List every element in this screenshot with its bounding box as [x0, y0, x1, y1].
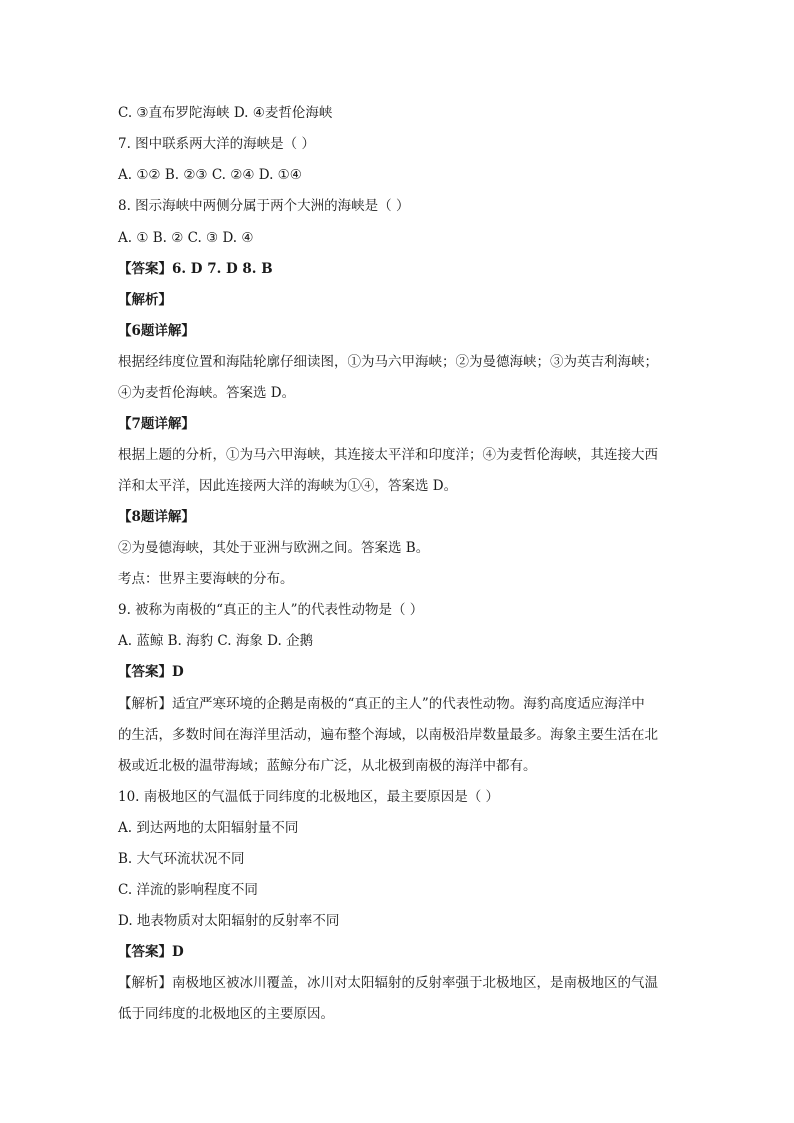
- q6-detail-text-1: 根据经纬度位置和海陆轮廓仔细读图，①为马六甲海峡；②为曼德海峡；③为英吉利海峡；: [118, 354, 658, 370]
- q7-detail-heading: 【7题详解】: [118, 416, 195, 432]
- q10-option-d: D. 地表物质对太阳辐射的反射率不同: [118, 913, 340, 929]
- q7-question: 7. 图中联系两大洋的海峡是（ ）: [118, 136, 315, 152]
- q9-analysis-1: 【解析】适宜严寒环境的企鹅是南极的“真正的主人”的代表性动物。海豹高度适应海洋中: [118, 696, 645, 712]
- q10-answer: 【答案】D: [118, 944, 184, 960]
- q6-detail-text-2: ④为麦哲伦海峡。答案选 D。: [118, 385, 296, 401]
- q10-option-b: B. 大气环流状况不同: [118, 851, 245, 867]
- knowledge-point: 考点：世界主要海峡的分布。: [118, 571, 294, 587]
- q7-detail-text-1: 根据上题的分析，①为马六甲海峡，其连接太平洋和印度洋；④为麦哲伦海峡，其连接大西: [118, 447, 658, 463]
- q6-option-cd: C. ③直布罗陀海峡 D. ④麦哲伦海峡: [118, 105, 333, 121]
- q8-question: 8. 图示海峡中两侧分属于两个大洲的海峡是（ ）: [118, 198, 410, 214]
- q9-answer: 【答案】D: [118, 664, 184, 680]
- q9-question: 9. 被称为南极的“真正的主人”的代表性动物是（ ）: [118, 602, 424, 618]
- q10-question: 10. 南极地区的气温低于同纬度的北极地区，最主要原因是（ ）: [118, 789, 500, 805]
- q9-options: A. 蓝鲸 B. 海豹 C. 海象 D. 企鹅: [118, 633, 314, 649]
- q6-detail-heading: 【6题详解】: [118, 323, 195, 339]
- q7-detail-text-2: 洋和太平洋，因此连接两大洋的海峡为①④，答案选 D。: [118, 478, 458, 494]
- q8-detail-text: ②为曼德海峡，其处于亚洲与欧洲之间。答案选 B。: [118, 540, 430, 556]
- q10-analysis-2: 低于同纬度的北极地区的主要原因。: [118, 1006, 334, 1022]
- answer-6-8: 【答案】6. D 7. D 8. B: [118, 261, 273, 277]
- q9-analysis-2: 的生活，多数时间在海洋里活动，遍布整个海域，以南极沿岸数量最多。海象主要生活在北: [118, 727, 658, 743]
- q10-option-c: C. 洋流的影响程度不同: [118, 882, 258, 898]
- q8-detail-heading: 【8题详解】: [118, 509, 195, 525]
- q10-option-a: A. 到达两地的太阳辐射量不同: [118, 820, 299, 836]
- q10-analysis-1: 【解析】南极地区被冰川覆盖，冰川对太阳辐射的反射率强于北极地区，是南极地区的气温: [118, 975, 658, 991]
- q9-analysis-3: 极或近北极的温带海域；蓝鲸分布广泛，从北极到南极的海洋中都有。: [118, 758, 537, 774]
- analysis-heading: 【解析】: [118, 292, 172, 308]
- q7-options: A. ①② B. ②③ C. ②④ D. ①④: [118, 167, 302, 183]
- q8-options: A. ① B. ② C. ③ D. ④: [118, 230, 254, 246]
